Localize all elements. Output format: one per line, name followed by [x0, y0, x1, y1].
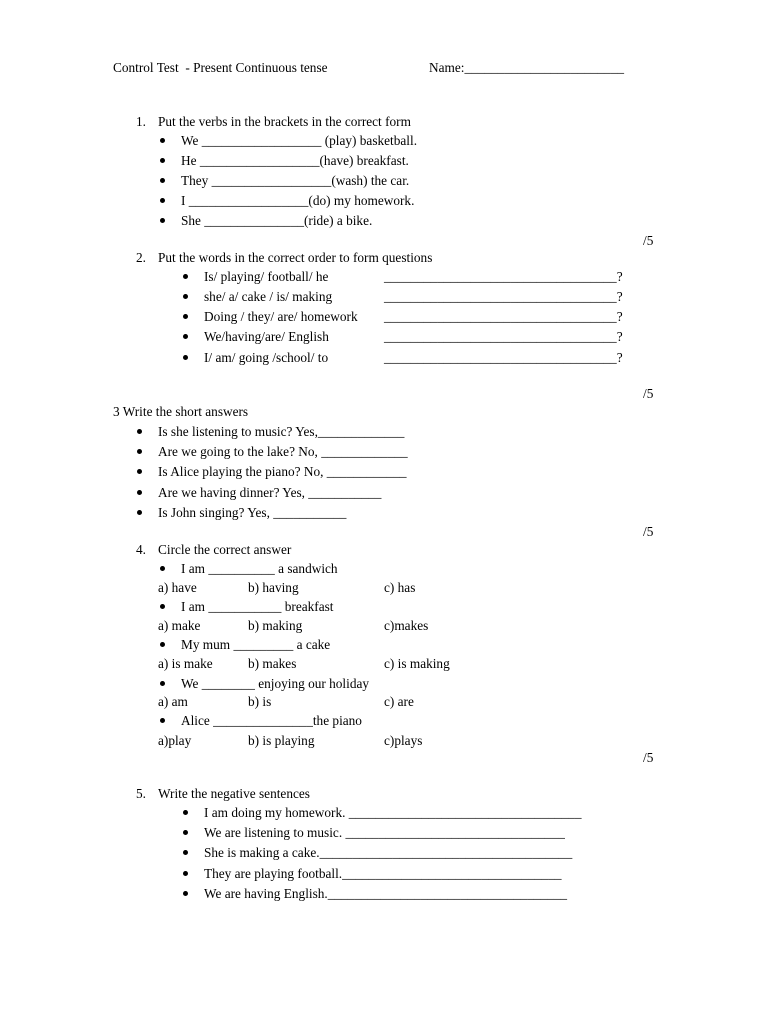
- s5-item: She is making a cake.______________________________________: [204, 845, 573, 860]
- bullet-icon: [160, 138, 165, 143]
- section-2-heading: Put the words in the correct order to form questions: [158, 250, 433, 265]
- s2-answer-line: ___________________________________?: [384, 309, 623, 324]
- bullet-icon: [183, 891, 188, 896]
- s2-words: We/having/are/ English: [204, 329, 329, 344]
- name-field-label: Name:________________________: [429, 60, 625, 75]
- s3-item: Is she listening to music? Yes,_____________: [158, 424, 405, 439]
- section-1-heading: Put the verbs in the brackets in the correct form: [158, 114, 411, 129]
- test-title: Control Test - Present Continuous tense: [113, 60, 328, 75]
- section-5-heading: Write the negative sentences: [158, 786, 310, 801]
- s2-answer-line: ___________________________________?: [384, 350, 623, 365]
- s4-option-a: a) have: [158, 580, 197, 595]
- bullet-icon: [183, 871, 188, 876]
- section-2-score: /5: [643, 386, 654, 401]
- s4-option-b: b) is: [248, 694, 272, 709]
- bullet-icon: [160, 718, 165, 723]
- s2-words: I/ am/ going /school/ to: [204, 350, 329, 365]
- bullet-icon: [160, 604, 165, 609]
- section-1-score: /5: [643, 233, 654, 248]
- s4-prompt: My mum _________ a cake: [181, 637, 331, 652]
- s4-option-c: c)makes: [384, 618, 429, 633]
- bullet-icon: [183, 850, 188, 855]
- s2-answer-line: ___________________________________?: [384, 329, 623, 344]
- s4-option-b: b) makes: [248, 656, 297, 671]
- s2-words: Doing / they/ are/ homework: [204, 309, 358, 324]
- bullet-icon: [137, 429, 142, 434]
- s4-option-c: c) has: [384, 580, 416, 595]
- section-1-number: 1.: [136, 114, 146, 129]
- section-2-number: 2.: [136, 250, 146, 265]
- bullet-icon: [137, 510, 142, 515]
- section-4-number: 4.: [136, 542, 146, 557]
- s4-option-c: c)plays: [384, 733, 423, 748]
- s2-answer-line: ___________________________________?: [384, 269, 623, 284]
- section-5-number: 5.: [136, 786, 146, 801]
- s4-prompt: I am ___________ breakfast: [181, 599, 334, 614]
- bullet-icon: [160, 566, 165, 571]
- section-3-heading: 3 Write the short answers: [113, 404, 249, 419]
- bullet-icon: [137, 449, 142, 454]
- s3-item: Are we going to the lake? No, _____________: [158, 444, 408, 459]
- bullet-icon: [160, 218, 165, 223]
- s1-item: I __________________(do) my homework.: [181, 193, 415, 208]
- s4-option-a: a) make: [158, 618, 201, 633]
- bullet-icon: [160, 158, 165, 163]
- s1-item: They __________________(wash) the car.: [181, 173, 410, 188]
- bullet-icon: [183, 355, 188, 360]
- s4-option-b: b) having: [248, 580, 299, 595]
- s5-item: I am doing my homework. ___________________________________: [204, 805, 582, 820]
- s3-item: Is Alice playing the piano? No, ____________: [158, 464, 407, 479]
- s4-option-a: a)play: [158, 733, 192, 748]
- s4-option-a: a) is make: [158, 656, 213, 671]
- bullet-icon: [183, 830, 188, 835]
- s1-item: She _______________(ride) a bike.: [181, 213, 373, 228]
- s2-words: she/ a/ cake / is/ making: [204, 289, 333, 304]
- s4-option-b: b) making: [248, 618, 303, 633]
- s5-item: We are having English.____________________________________: [204, 886, 568, 901]
- s2-words: Is/ playing/ football/ he: [204, 269, 329, 284]
- bullet-icon: [137, 490, 142, 495]
- bullet-icon: [183, 274, 188, 279]
- s1-item: We __________________ (play) basketball.: [181, 133, 418, 148]
- s4-prompt: Alice _______________the piano: [181, 713, 362, 728]
- s1-item: He __________________(have) breakfast.: [181, 153, 409, 168]
- s4-prompt: I am __________ a sandwich: [181, 561, 338, 576]
- bullet-icon: [160, 642, 165, 647]
- bullet-icon: [183, 314, 188, 319]
- bullet-icon: [183, 294, 188, 299]
- s4-option-b: b) is playing: [248, 733, 315, 748]
- s5-item: They are playing football._________________________________: [204, 866, 562, 881]
- s4-option-c: c) are: [384, 694, 414, 709]
- s4-prompt: We ________ enjoying our holiday: [181, 676, 370, 691]
- s5-item: We are listening to music. _________________________________: [204, 825, 565, 840]
- s2-answer-line: ___________________________________?: [384, 289, 623, 304]
- s4-option-c: c) is making: [384, 656, 450, 671]
- bullet-icon: [183, 810, 188, 815]
- section-4-score: /5: [643, 750, 654, 765]
- bullet-icon: [160, 178, 165, 183]
- s3-item: Are we having dinner? Yes, ___________: [158, 485, 382, 500]
- bullet-icon: [160, 198, 165, 203]
- section-3-score: /5: [643, 524, 654, 539]
- s4-option-a: a) am: [158, 694, 188, 709]
- bullet-icon: [183, 334, 188, 339]
- s3-item: Is John singing? Yes, ___________: [158, 505, 347, 520]
- bullet-icon: [160, 681, 165, 686]
- bullet-icon: [137, 469, 142, 474]
- section-4-heading: Circle the correct answer: [158, 542, 292, 557]
